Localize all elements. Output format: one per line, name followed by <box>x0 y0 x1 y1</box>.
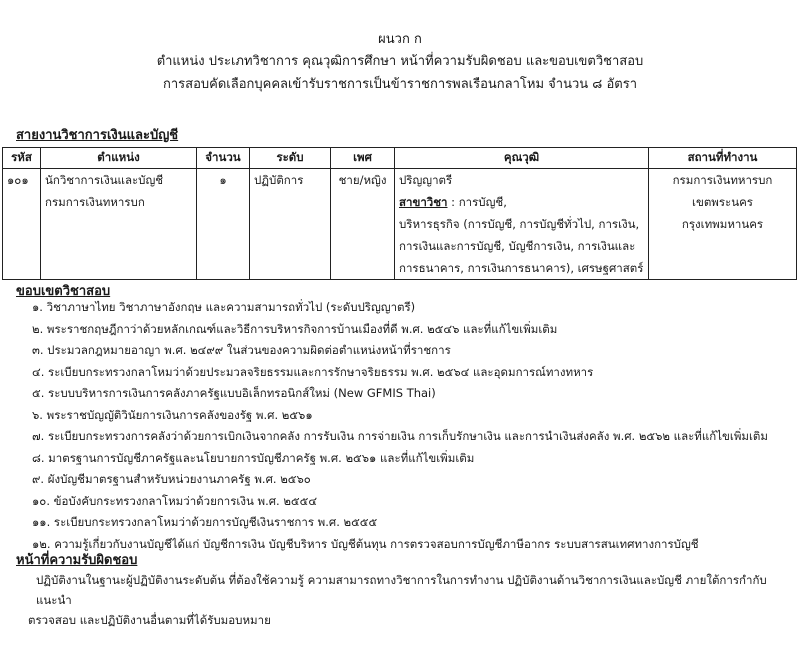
cell-qualification <box>395 169 649 280</box>
exam-scope-list <box>32 297 768 555</box>
list-item: ๘. มาตรฐานการบัญชีภาครัฐและนโยบายการบัญชีภาครัฐ พ.ศ. ๒๕๖๑ และที่แก้ไขเพิ่มเติม <box>32 450 475 465</box>
annex-label: ผนวก ก <box>378 32 422 47</box>
table-header-row <box>3 148 797 169</box>
cell-level <box>250 169 331 280</box>
list-item: ๑๑. ระเบียบกระทรวงกลาโหมว่าด้วยการบัญชีเงินราชการ พ.ศ. ๒๕๕๕ <box>32 515 378 529</box>
cell-position <box>41 169 197 280</box>
cell-count <box>197 169 250 280</box>
list-item: ๖. พระราชบัญญัติวินัยการเงินการคลังของรัฐ พ.ศ. ๒๕๖๑ <box>32 407 313 422</box>
header-code: รหัส <box>3 148 41 169</box>
header-count: จำนวน <box>197 148 250 169</box>
duties-paragraph <box>28 570 788 630</box>
qualification-line: การธนาคาร, การเงินการธนาคาร), เศรษฐศาสตร์ <box>399 261 644 275</box>
list-item: ๙. ผังบัญชีมาตรฐานสำหรับหน่วยงานภาครัฐ พ.ศ. ๒๕๖๐ <box>32 472 311 486</box>
major-label: สาขาวิชา <box>399 195 448 209</box>
cell-workplace <box>649 169 797 280</box>
header-level: ระดับ <box>250 148 331 169</box>
list-item: ๒. พระราชกฤษฎีกาว่าด้วยหลักเกณฑ์และวิธีการบริหารกิจการบ้านเมืองที่ดี พ.ศ. ๒๕๔๖ และที่แก้ไขเพิ่มเติม <box>32 321 558 336</box>
list-item: ๔. ระเบียบกระทรวงกลาโหมว่าด้วยประมวลจริยธรรมและการรักษาจริยธรรม พ.ศ. ๒๕๖๔ และอุดมการณ์ทางทหาร <box>32 364 594 379</box>
code-value: ๑๐๑ <box>7 173 29 187</box>
major-first: : การบัญชี, <box>447 195 507 209</box>
workplace-line: กรุงเทพมหานคร <box>681 217 764 231</box>
duties-line: ปฏิบัติงานในฐานะผู้ปฏิบัติงานระดับต้น ที่ต้องใช้ความรู้ ความสามารถทางวิชาการในการทำงาน ปฏิบัติงานด้านวิชาการเงินและบัญชี ภายใต้การกำกับ แนะนำ <box>36 573 767 607</box>
degree-value: ปริญญาตรี <box>399 173 453 187</box>
document-title-line1: ตำแหน่ง ประเภทวิชาการ คุณวุฒิการศึกษา หน้าที่ความรับผิดชอบ และขอบเขตวิชาสอบ <box>156 54 644 69</box>
list-item: ๓. ประมวลกฎหมายอาญา พ.ศ. ๒๔๙๙ ในส่วนของความผิดต่อตำแหน่งหน้าที่ราชการ <box>32 343 451 357</box>
list-item: ๑๐. ข้อบังคับกระทรวงกลาโหมว่าด้วยการเงิน พ.ศ. ๒๕๕๔ <box>32 493 318 508</box>
workplace-line: กรมการเงินทหารบก <box>672 173 773 187</box>
header-workplace: สถานที่ทำงาน <box>649 148 797 169</box>
level-value: ปฏิบัติการ <box>254 173 304 187</box>
header-qualification: คุณวุฒิ <box>395 148 649 169</box>
section-title-exam-scope: ขอบเขตวิชาสอบ <box>16 284 111 299</box>
header-gender: เพศ <box>331 148 395 169</box>
list-item: ๑๒. ความรู้เกี่ยวกับงานบัญชีได้แก่ บัญชีการเงิน บัญชีบริหาร บัญชีต้นทุน การตรวจสอบการบัญชีภาษีอากร ระบบสารสนเทศทางการบัญชี <box>32 536 699 551</box>
section-title-finance: สายงานวิชาการเงินและบัญชี <box>16 128 179 143</box>
qualification-line: บริหารธุรกิจ (การบัญชี, การบัญชีทั่วไป, การเงิน, <box>399 217 640 231</box>
section-title-duties: หน้าที่ความรับผิดชอบ <box>16 553 138 568</box>
position-table <box>2 147 797 280</box>
cell-gender <box>331 169 395 280</box>
list-item: ๑. วิชาภาษาไทย วิชาภาษาอังกฤษ และความสามารถทั่วไป (ระดับปริญญาตรี) <box>32 300 416 314</box>
cell-code <box>3 169 41 280</box>
count-value: ๑ <box>219 173 227 187</box>
header-position: ตำแหน่ง <box>41 148 197 169</box>
table-row <box>3 169 797 280</box>
list-item: ๕. ระบบบริหารการเงินการคลังภาครัฐแบบอิเล็กทรอนิกส์ใหม่ (New GFMIS Thai) <box>32 386 436 400</box>
workplace-line: เขตพระนคร <box>692 195 753 209</box>
qualification-line: การเงินและการบัญชี, บัญชีการเงิน, การเงินและ <box>399 239 636 253</box>
position-unit: กรมการเงินทหารบก <box>45 195 145 209</box>
major-line <box>399 191 644 213</box>
duties-line: ตรวจสอบ และปฏิบัติงานอื่นตามที่ได้รับมอบหมาย <box>28 613 271 627</box>
document-title-line2: การสอบคัดเลือกบุคคลเข้ารับราชการเป็นข้าราชการพลเรือนกลาโหม จำนวน ๘ อัตรา <box>163 77 637 92</box>
position-name: นักวิชาการเงินและบัญชี <box>45 173 164 187</box>
gender-value: ชาย/หญิง <box>338 173 387 187</box>
list-item: ๗. ระเบียบกระทรวงการคลังว่าด้วยการเบิกเงินจากคลัง การรับเงิน การจ่ายเงิน การเก็บรักษาเงิน และการนำเงินส่งคลัง พ.ศ. ๒๕๖๒ และที่แก้ไขเพิ่มเติม <box>32 429 768 443</box>
